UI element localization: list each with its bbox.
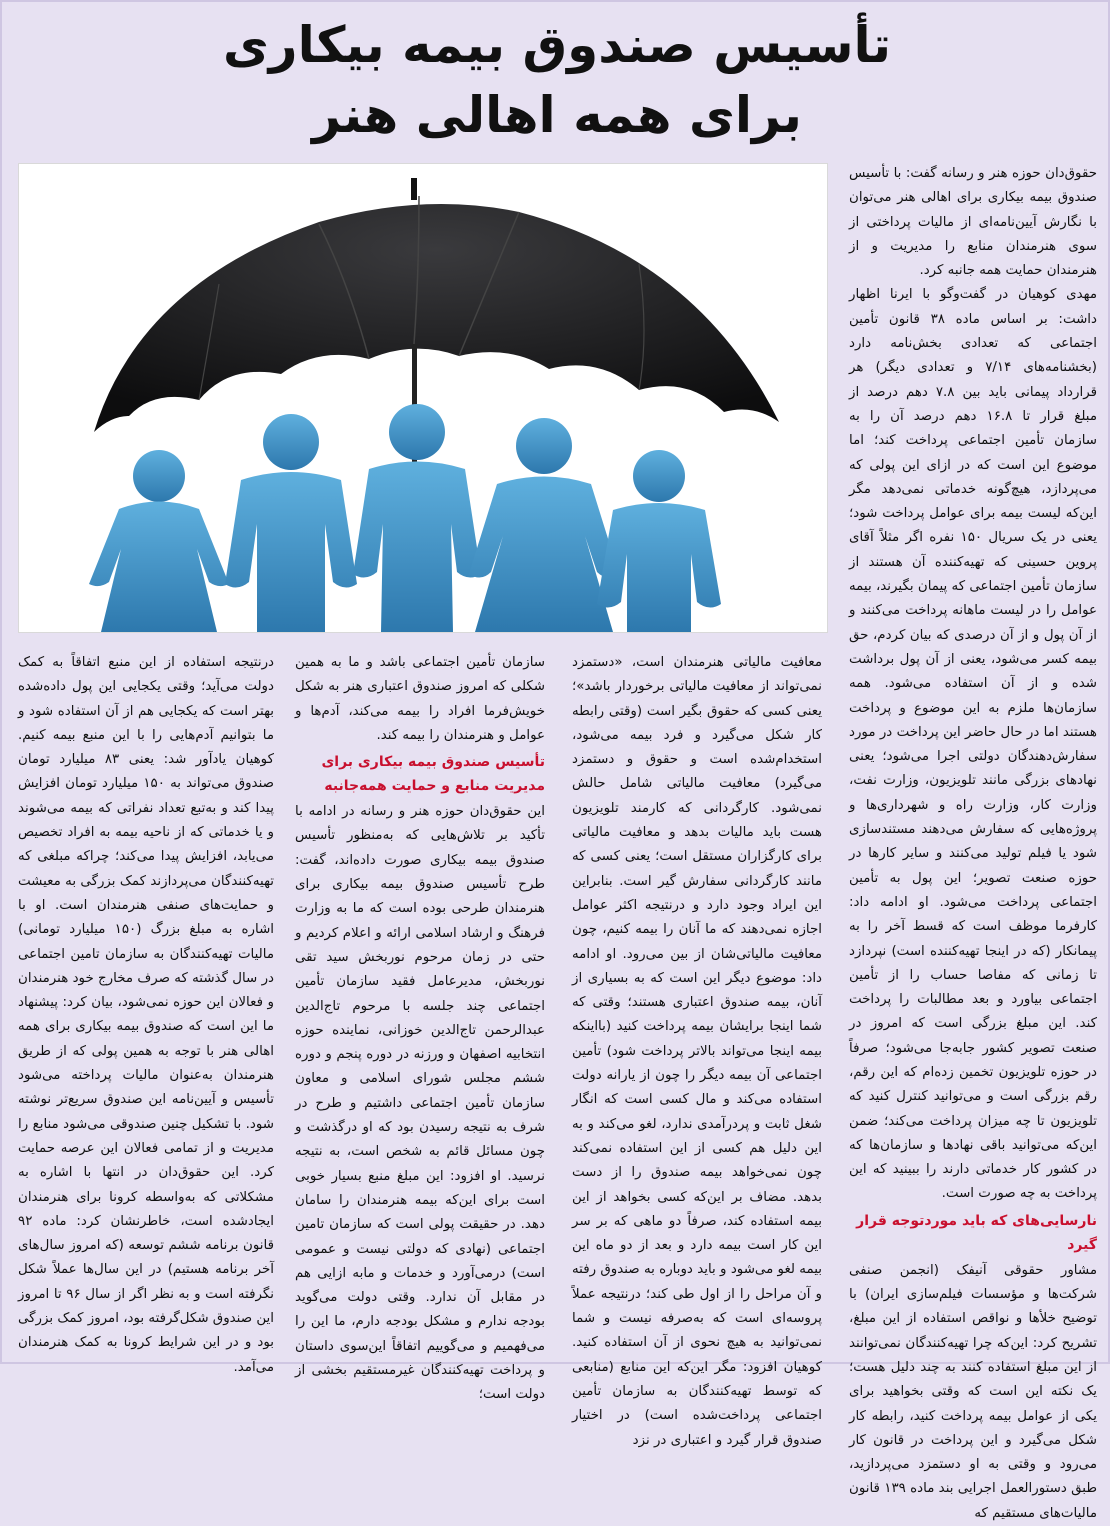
headline-line-1: تأسیس صندوق بیمه بیکاری [222, 16, 892, 74]
headline-line-2: برای همه اهالی هنر [312, 86, 802, 144]
article-photo [18, 163, 828, 633]
paragraph: سازمان تأمین اجتماعی باشد و ما به همین شکلی که امروز صندوق اعتباری هنر به شکل خویش‌فرما افراد را بیمه می‌کند، آدم‌ها و عوامل و هنرمندان را بیمه کند. [295, 655, 545, 743]
paragraph: مهدی کوهیان در گفت‌وگو با ایرنا اظهار داشت: بر اساس ماده ۳۸ قانون تأمین اجتماعی که تعدادی بخش‌نامه دارد (بخشنامه‌های ۷/۱۴ و تعدادی دیگر) هر قرارداد پیمانی باید بین ۷.۸ دهم درصد از مبلغ قرار تا ۱۶.۸ دهم درصد آن را به سازمان تأمین اجتماعی پرداخت کند؛ اما موضوع این است که در ازای این پولی که می‌پردازد، هیچ‌گونه خدماتی نمی‌دهد مگر این‌که لیست بیمه برای عوامل پرداخت شود؛ یعنی در یک سریال ۱۵۰ نفره اگر مثلاً آقای پروین حسینی که تهیه‌کننده آن هستند از سازمان تأمین اجتماعی که پیمان بگیرند، بیمه عوامل را در لیست ماهانه پرداخت می‌کنند و از آن پول و از آن درصدی که بیان کردم، حق بیمه کسر می‌شود، یعنی از آن پول برداشت شده و از آن استفاده می‌شود. همه سازمان‌ها ملزم به این موضوع و پرداخت هستند اما در حال حاضر این پرداخت در مورد سفارش‌دهندگان دولتی اجرا می‌شود؛ یعنی نهادهای بزرگی مانند تلویزیون، وزارت نفت، وزارت کار، وزارت راه و شهرداری‌ها و پروژه‌هایی که سفارش می‌دهند مستندسازی شود یا فیلم تولید می‌کنند و سایر کارها در حوزه صنعت تصویر؛ این پول به تأمین اجتماعی پرداخت می‌شود. او ادامه داد: کارفرما موظف است که قسط آخر را به پیمانکار (که در اینجا تهیه‌کننده است) نپردازد تا زمانی که مفاصا حساب را از تأمین اجتماعی بیاورد و بعد مطالبات را پرداخت کند. این مبلغ بزرگی است که امروز در صنعت تصویر کشور جابه‌جا می‌شود؛ صرفاً در حوزه تلویزیون تخمین زده‌ام که این رقم، رقم بزرگی است و می‌توانید کنترل کنید که تلویزیون تا چه میزان پرداخت می‌کند؛ ضمن این‌که می‌توانید باقی نهادها و سازمان‌ها که در کشور کار خدماتی دارند را ببینید که این پرداخت به چه صورت است. [849, 287, 1097, 1202]
paragraph: درنتیجه استفاده از این منبع اتفاقاً به کمک دولت می‌آید؛ وقتی یکجایی این پول داده‌شده بهتر است که یکجایی هم از آن استفاده شود و ما بتوانیم آدم‌هایی را با این منبع بیمه کنیم. کوهیان یادآور شد: یعنی ۸۳ میلیارد تومان صندوق می‌تواند به ۱۵۰ میلیارد تومان افزایش پیدا کند و به‌تبع تعداد نفراتی که بیمه می‌شوند و یا خدماتی که از ناحیه بیمه به افراد تخصیص می‌یابد، افزایش پیدا می‌کند؛ چراکه مبلغی که تهیه‌کنندگان می‌پردازند کمک بزرگی به معیشت و حمایت‌های صنفی هنرمندان است. او با اشاره به مبلغ بزرگ (۱۵۰ میلیارد تومانی) مالیات تهیه‌کنندگان به سازمان تامین اجتماعی در سال گذشته که صرف مخارج خود هنرمندان و فعالان این حوزه نمی‌شود، بیان کرد: پیشنهاد ما این است که صندوق بیمه بیکاری برای همه اهالی هنر با توجه به همین پولی که از طریق هنرمندان به‌عنوان مالیات پرداخته می‌شود تأسیس و آیین‌نامه این صندوق سریع‌تر نوشته شود. با تشکیل چنین صندوقی می‌شود منابع را مدیریت و از تمامی فعالان این عرصه حمایت کرد. این حقوق‌دان در انتها با اشاره به مشکلاتی که به‌واسطه کرونا برای هنرمندان ایجادشده است، خاطرنشان کرد: ماده ۹۲ قانون برنامه ششم توسعه (که امروز سال‌های آخر برنامه هستیم) در این سال‌ها عملاً شکل نگرفته است و به نظر اگر از سال ۹۶ تا امروز این صندوق شکل‌گرفته بود، امروز کمک بزرگی بود و در این شرایط کرونا به کمک هنرمندان می‌آمد. [18, 655, 275, 1375]
paragraph: مشاور حقوقی آنیفک (انجمن صنفی شرکت‌ها و مؤسسات فیلم‌سازی ایران) با توضیح خلأها و نواقص استفاده از این مبلغ، تشریح کرد: این‌که چرا تهیه‌کنندگان نمی‌توانند از این مبلغ استفاده کنند به چند دلیل هست؛ یک نکته این است که وقتی بخواهید برای یکی از عوامل بیمه پرداخت کنید، رابطه کار شکل می‌گیرد و این پرداخت در قانون کار می‌رود و وقتی به او دستمزد می‌پردازید، طبق دستورالعمل اجرایی بند ماده ۱۳۹ قانون مالیات‌های مستقیم که [849, 1262, 1097, 1521]
umbrella-family-illustration [19, 164, 827, 632]
article-column-4 [18, 651, 275, 1375]
subheading: نارسایی‌های که باید موردتوجه قرار گیرد [856, 1212, 1097, 1253]
article-column-right [849, 162, 1097, 1521]
paragraph: این حقوق‌دان حوزه هنر و رسانه در ادامه با تأکید بر تلاش‌هایی که به‌منظور تأسیس صندوق بیمه بیکاری صورت داده‌اند، گفت: طرح تأسیس صندوق بیمه بیکاری برای هنرمندان طرحی بوده است که ما به وزارت فرهنگ و ارشاد اسلامی ارائه و اعلام کردیم و حتی در زمان مرحوم نوربخش سید تقی نوربخش، مدیرعامل فقید سازمان تأمین اجتماعی چند جلسه با مرحوم تاج‌الدین عبدالرحمن تاج‌الدین خوزانی، نماینده حوزه انتخابیه اصفهان و ورزنه در دوره پنجم و دوره ششم مجلس شورای اسلامی و معاون سازمان تأمین اجتماعی داشتیم و طرح در شرف به نتیجه رسیدن بود که او درگذشت و چون مسائل قائم به شخص است، به نتیجه نرسید. او افزود: این مبلغ منبع بسیار خوبی است برای این‌که بیمه هنرمندان را سامان دهد. در حقیقت پولی است که سازمان تامین اجتماعی (نهادی که دولتی نیست و عمومی است) درمی‌آورد و خدمات و مابه ازایی هم در مقابل آن ندارد. وقتی دولت می‌گوید بودجه ندارم و مشکل بودجه دارم، ما این را می‌فهمیم و می‌گوییم اتفاقاً این‌سوی داستان و پرداخت تهیه‌کنندگان غیرمستقیم بخشی از دولت است؛ [295, 804, 545, 1403]
paragraph: حقوق‌دان حوزه هنر و رسانه گفت: با تأسیس صندوق بیمه بیکاری برای اهالی هنر می‌توان با نگارش آیین‌نامه‌ای از مالیات پرداختی از سوی هنرمندان منابع را مدیریت و از هنرمندان حمایت همه جانبه کرد. [849, 166, 1097, 279]
article-column-2 [572, 651, 822, 1448]
subheading: تأسیس صندوق بیمه بیکاری برای مدیریت منابع و حمایت همه‌جانبه [321, 754, 545, 795]
article-column-3 [295, 651, 545, 1403]
paragraph: معافیت مالیاتی هنرمندان است، «دستمزد نمی‌تواند از معافیت مالیاتی برخوردار باشد»؛ یعنی کسی که حقوق بگیر است (وقتی رابطه کار شکل می‌گیرد و فرد بیمه می‌شود، استخدام‌شده است و حقوق و دستمزد می‌گیرد) معافیت مالیاتی شامل حالش نمی‌شود. کارگردانی که کارمند تلویزیون هست باید مالیات بدهد و معافیت مالیاتی برای کارگزاران مستقل است؛ یعنی کسی که مانند کارگردانی سفارش گیر است. بنابراین این ایراد وجود دارد و درنتیجه اکثر عوامل اجازه نمی‌دهند که ما آنان را بیمه کنیم، چون معافیت مالیاتی‌شان از بین می‌رود. او ادامه داد: موضوع دیگر این است که به بسیاری از آنان، بیمه صندوق اعتباری هستند؛ وقتی که شما اینجا برایشان بیمه پرداخت کنید (بااینکه بیمه اینجا می‌تواند بالاتر پرداخت شود) تأمین اجتماعی آن بیمه دیگر را چون از یارانه دولت استفاده می‌کند و مال کسی است که انگار شغل ثابت و پردرآمدی ندارد، لغو می‌کند و به این دلیل هم کسی از این استفاده نمی‌کند چون نمی‌خواهد بیمه صندوق را از دست بدهد. مضاف بر این‌که کسی بخواهد از این بیمه استفاده کند، صرفاً دو ماهی که بر سر این کار است بیمه دارد و بعد از دو ماه این بیمه لغو می‌شود و باید دوباره به صندوق رفته و آن مراحل را از اول طی کند؛ درنتیجه عملاً پروسه‌ای است که به‌صرفه نیست و شما نمی‌توانید به هیچ نحوی از آن استفاده کنید. کوهیان افزود: مگر این‌که این منابع (منابعی که توسط تهیه‌کنندگان به سازمان تأمین اجتماعی پرداخت‌شده است) در اختیار صندوق قرار گیرد و اعتباری در نزد [572, 655, 822, 1448]
